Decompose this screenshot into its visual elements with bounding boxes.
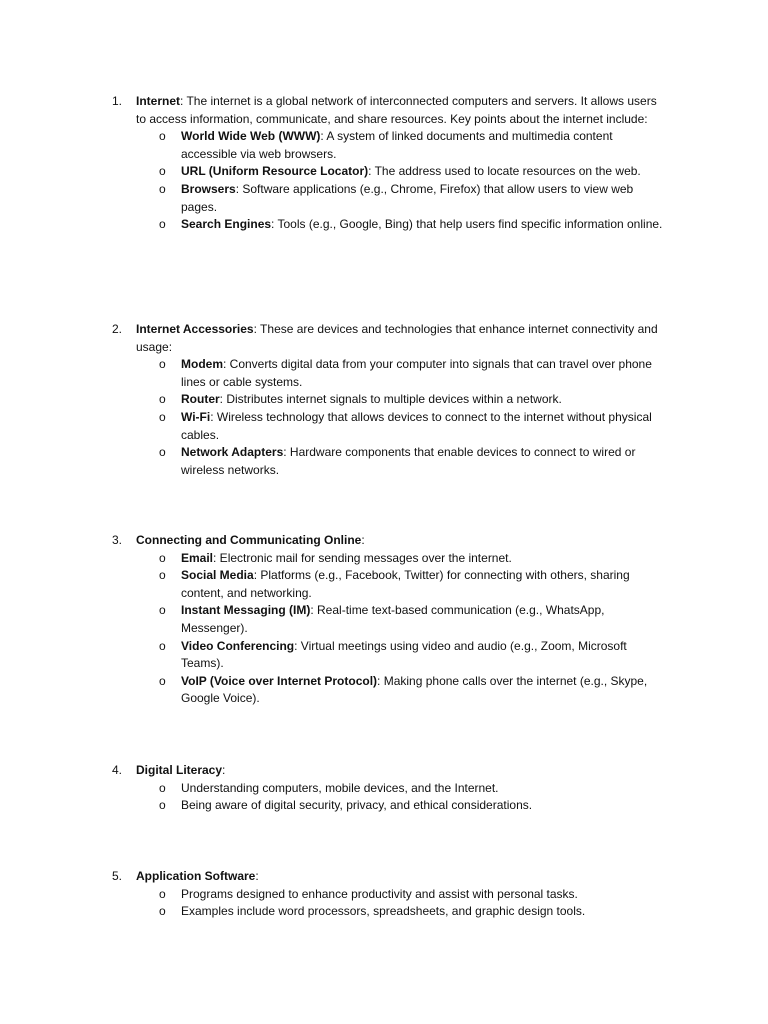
- item-title: Digital Literacy: [136, 763, 223, 777]
- bullet-text: Examples include word processors, spreadsheets, and graphic design tools.: [181, 904, 586, 919]
- bullet-term: Network Adapters: [181, 445, 284, 460]
- sub-list-item: [0, 780, 667, 798]
- bullet-marker: o: [159, 780, 166, 795]
- bullet-text: : Software applications (e.g., Chrome, Firefox) that allow users to view web pages.: [181, 181, 634, 214]
- bullet-text: : Wireless technology that allows devices to connect to the internet without physical cables.: [181, 409, 652, 442]
- sub-list: [0, 128, 768, 234]
- bullet-term: Social Media: [181, 568, 254, 583]
- item-description: :: [222, 763, 226, 777]
- bullet-marker: o: [159, 357, 166, 372]
- bullet-text: : Virtual meetings using video and audio (e.g., Zoom, Microsoft Teams).: [181, 638, 627, 671]
- bullet-text: : Converts digital data from your computer into signals that can travel over phone lines or cable systems.: [181, 357, 652, 389]
- bullet-marker: o: [159, 164, 166, 179]
- bullet-marker: o: [159, 603, 166, 618]
- bullet-marker: o: [159, 217, 166, 232]
- item-description: :: [255, 869, 259, 883]
- item-title: Connecting and Communicating Online: [136, 533, 362, 547]
- sub-list-item: [0, 356, 667, 391]
- list-item: [0, 532, 668, 550]
- sub-list-item: [0, 602, 667, 637]
- bullet-text: : The address used to locate resources on the web.: [368, 164, 641, 179]
- sub-list-item: [0, 567, 667, 602]
- sub-list-item: [0, 216, 667, 234]
- section-application-software: [0, 868, 768, 921]
- item-number: 3.: [112, 533, 123, 547]
- bullet-marker: o: [159, 129, 166, 144]
- bullet-text: : Tools (e.g., Google, Bing) that help users find specific information online.: [271, 217, 663, 232]
- bullet-marker: o: [159, 886, 166, 901]
- bullet-term: World Wide Web (WWW): [181, 129, 321, 144]
- bullet-term: Instant Messaging (IM): [181, 603, 311, 618]
- sub-list-item: [0, 550, 667, 568]
- item-title: Internet Accessories: [136, 322, 254, 336]
- bullet-marker: o: [159, 409, 166, 424]
- bullet-marker: o: [159, 673, 166, 688]
- sub-list-item: [0, 391, 667, 409]
- sub-list-item: [0, 673, 667, 708]
- bullet-text: Programs designed to enhance productivity and assist with personal tasks.: [181, 886, 578, 901]
- bullet-text: : Making phone calls over the internet (e.g., Skype, Google Voice).: [181, 673, 648, 706]
- bullet-marker: o: [159, 568, 166, 583]
- sub-list: [0, 886, 768, 921]
- bullet-term: Video Conferencing: [181, 638, 295, 653]
- bullet-term: Email: [181, 550, 214, 565]
- bullet-term: Search Engines: [181, 217, 272, 232]
- list-item: [0, 868, 668, 886]
- bullet-text: Understanding computers, mobile devices, and the Internet.: [181, 780, 499, 795]
- sub-list: [0, 550, 768, 708]
- bullet-text: : Platforms (e.g., Facebook, Twitter) for connecting with others, sharing content, and networking.: [181, 568, 630, 600]
- section-connecting-communicating: [0, 532, 768, 708]
- list-item: [0, 321, 668, 356]
- bullet-text: Being aware of digital security, privacy, and ethical considerations.: [181, 798, 533, 813]
- sub-list-item: [0, 797, 667, 815]
- item-number: 5.: [112, 869, 123, 883]
- item-number: 1.: [112, 94, 123, 108]
- sub-list-item: [0, 638, 667, 673]
- bullet-term: Modem: [181, 357, 223, 372]
- bullet-term: VoIP (Voice over Internet Protocol): [181, 673, 378, 688]
- item-number: 4.: [112, 763, 123, 777]
- item-number: 2.: [112, 322, 123, 336]
- sub-list-item: [0, 409, 667, 444]
- item-title: Internet: [136, 94, 181, 108]
- sub-list-item: [0, 163, 667, 181]
- sub-list: [0, 780, 768, 815]
- bullet-term: URL (Uniform Resource Locator): [181, 164, 369, 179]
- bullet-text: : A system of linked documents and multimedia content accessible via web browsers.: [181, 129, 613, 161]
- bullet-text: : Real-time text-based communication (e.g., WhatsApp, Messenger).: [181, 603, 605, 635]
- section-internet: [0, 93, 768, 234]
- sub-list-item: [0, 444, 667, 479]
- bullet-marker: o: [159, 392, 166, 407]
- list-item: [0, 762, 668, 780]
- sub-list-item: [0, 128, 667, 163]
- bullet-marker: o: [159, 445, 166, 460]
- sub-list-item: [0, 886, 667, 904]
- item-title: Application Software: [136, 869, 256, 883]
- bullet-marker: o: [159, 904, 166, 919]
- item-description: :: [361, 533, 365, 547]
- bullet-marker: o: [159, 550, 166, 565]
- item-description: : These are devices and technologies that enhance internet connectivity and usage:: [136, 322, 658, 354]
- bullet-term: Wi-Fi: [181, 409, 211, 424]
- bullet-marker: o: [159, 798, 166, 813]
- section-digital-literacy: [0, 762, 768, 815]
- bullet-marker: o: [159, 181, 166, 196]
- bullet-text: : Distributes internet signals to multiple devices within a network.: [219, 392, 562, 407]
- bullet-term: Browsers: [181, 181, 236, 196]
- list-item: [0, 93, 668, 128]
- item-description: : The internet is a global network of interconnected computers and servers. It allows users to access information, communicate, and share resources. Key points about the internet include:: [136, 94, 657, 126]
- sub-list: [0, 356, 768, 479]
- bullet-text: : Electronic mail for sending messages over the internet.: [213, 550, 512, 565]
- section-internet-accessories: [0, 321, 768, 479]
- bullet-marker: o: [159, 638, 166, 653]
- sub-list-item: [0, 903, 667, 921]
- sub-list-item: [0, 181, 667, 216]
- bullet-term: Router: [181, 392, 220, 407]
- bullet-text: : Hardware components that enable devices to connect to wired or wireless networks.: [181, 445, 636, 477]
